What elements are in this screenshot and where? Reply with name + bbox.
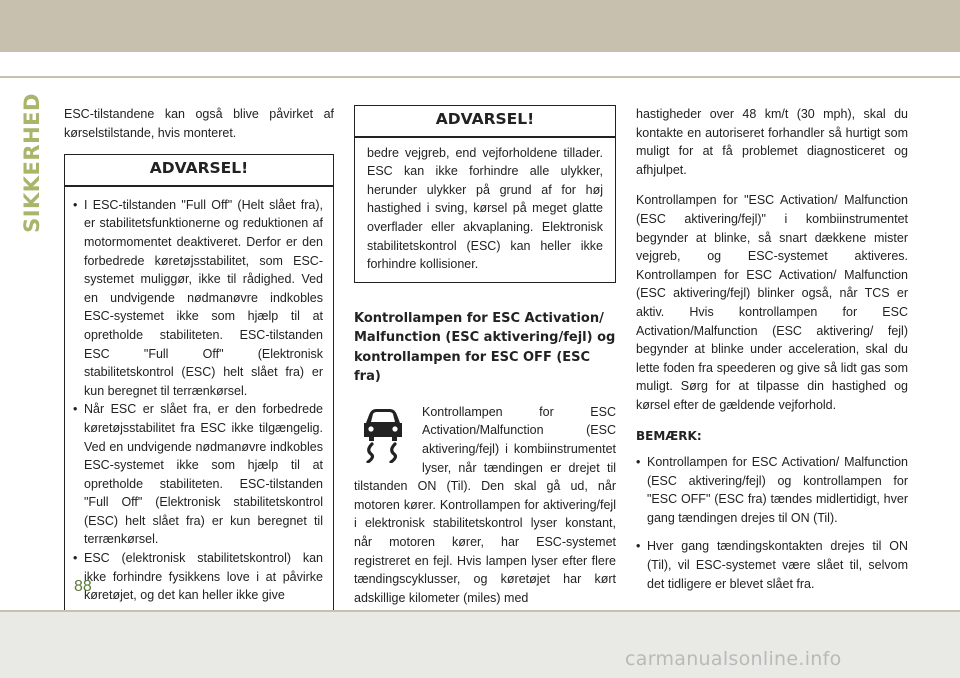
- esc-skid-warning-icon: [360, 407, 406, 463]
- blink-paragraph: Kontrollampen for "ESC Activation/ Malfunction (ESC aktivering/fejl)" i kombiinstrumentet begynder at blinke, så snart dækkene mister vejgreb, og ESC-systemet aktiveres. Kontrollampen for ESC Activation/ Malfunction (ESC aktivering/fejl) blinker også, når TCS er aktiv. Hvis kontrollampen for ESC Activation/Malfunction (ESC aktivering/ fejl) begynder at blinke under acceleration, skal du lette foden fra speederen og give så lidt gas som muligt. Sørg for at tilpasse din hastighed og kørsel efter de gældende vejforhold.: [636, 193, 908, 412]
- column-2: [354, 105, 616, 619]
- page-number: 88: [74, 578, 92, 595]
- column-3: [636, 105, 908, 603]
- warning-box-continued: [354, 105, 616, 283]
- warning-list: [73, 196, 323, 605]
- note-list: [636, 453, 908, 593]
- indicator-paragraph: Kontrollampen for ESC Activation/Malfunction (ESC aktivering/fejl) i kombiinstrumentet lyser, når tændingen er drejet til tilstanden ON (Til). Den skal gå ud, når motoren kører. Kontrollampen for aktivering/fejl i elektronisk stabilitetskontrol lyser konstant, når motoren kører, har ESC-systemet registreret en fejl. Hvis lampen lyser efter flere tændingscyklusser, og køretøjet har kørt adskillige kilometer (miles) med: [354, 404, 616, 605]
- warning-text: bedre vejgreb, end vejforholdene tillader. ESC kan ikke forhindre alle ulykker, herunder ulykker på grund af for høj hastighed i sving, kørsel på meget glatte overflader eller akvaplaning. Elektronisk stabilitetskontrol (ESC) kan heller ikke forhindre kollisioner.: [367, 145, 603, 272]
- column-1: [64, 105, 334, 614]
- warning-bullet: • ESC (elektronisk stabilitetskontrol) kan ikke forhindre fysikkens love i at påvirke køretøjet, og det kan heller ikke give: [73, 549, 323, 605]
- warning-bullet: • Når ESC er slået fra, er den forbedrede køretøjsstabilitet fra ESC ikke tilgængelig. Ved en undvigende nødmanøvre indkobles ESC-systemet ikke som hjælp til at opretholde stabiliteten. ESC-tilstanden "Full Off" (Elektronisk stabilitetskontrol (ESC) helt slået fra) er kun beregnet til terrænkørsel.: [73, 400, 323, 549]
- header-rule: [0, 76, 960, 78]
- section-label: SIKKERHED: [20, 93, 44, 233]
- note-bullet: • Kontrollampen for ESC Activation/ Malfunction (ESC aktivering/fejl) og kontrollampen for "ESC OFF" (ESC fra) tændes midlertidigt, hver gang tændingen drejes til ON (Til).: [636, 453, 908, 527]
- header-band: [0, 0, 960, 52]
- note-title: BEMÆRK:: [636, 428, 702, 443]
- section-side-tab: [18, 93, 46, 233]
- section-heading: Kontrollampen for ESC Activation/ Malfunction (ESC aktivering/fejl) og kontrollampen for ESC OFF (ESC fra): [354, 310, 616, 385]
- warning-bullet: • I ESC-tilstanden "Full Off" (Helt slået fra), er stabilitetsfunktionerne og reduktionen af motormomentet deaktiveret. Derfor er den forbedrede køretøjsstabilitet, som ESC-systemet muliggør, ikke til rådighed. Ved en undvigende nødmanøvre indkobles ESC-systemet ikke som hjælp til at opretholde stabiliteten. ESC-tilstanden ESC "Full Off" (Elektronisk stabilitetskontrol (ESC) helt slået fra) er kun beregnet til terrænkørsel.: [73, 196, 323, 401]
- continued-paragraph: hastigheder over 48 km/t (30 mph), skal du kontakte en autoriseret forhandler så hurtigt som muligt for at få problemet diagnosticeret og afhjulpet.: [636, 107, 908, 177]
- note-bullet: • Hver gang tændingskontakten drejes til ON (Til), vil ESC-systemet være slået til, selvom det tidligere er blevet slået fra.: [636, 537, 908, 593]
- warning-title: ADVARSEL!: [355, 106, 615, 138]
- warning-title: ADVARSEL!: [65, 155, 333, 187]
- intro-paragraph: ESC-tilstandene kan også blive påvirket af kørselstilstande, hvis monteret.: [64, 107, 334, 140]
- watermark-text: carmanualsonline.info: [625, 648, 842, 670]
- warning-box: [64, 154, 334, 614]
